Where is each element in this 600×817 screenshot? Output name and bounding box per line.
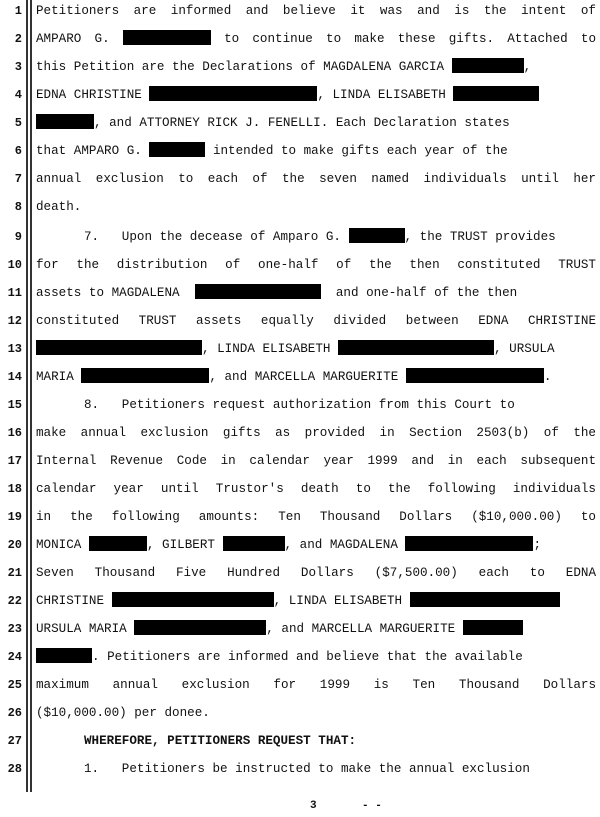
line-19 [0,506,600,534]
line-text [36,704,596,722]
text-segment: , and MAGDALENA [284,538,398,552]
line-number: 19 [7,510,22,524]
text-segment: MONICA [36,538,82,552]
line-text [36,508,596,526]
line-number: 4 [14,88,22,102]
line-number: 25 [7,678,22,692]
line-text [36,30,596,48]
line-16 [0,422,600,450]
line-22 [0,590,600,618]
line-text [84,396,596,414]
line-18 [0,478,600,506]
line-13 [0,338,600,366]
text-segment: for the distribution of one-half of the then constituted TRUST [36,258,596,272]
redaction-block [223,536,285,551]
line-10 [0,254,600,282]
text-segment: ; [533,538,542,552]
line-5 [0,112,600,140]
text-segment: , GILBERT [146,538,215,552]
text-segment: to continue to make these gifts. Attached to [224,32,597,46]
redaction-block [149,142,205,157]
line-number: 1 [14,4,22,18]
line-text [36,198,596,216]
line-text [36,312,596,330]
text-segment: 7. Upon the decease of Amparo G. [84,230,341,244]
line-text [36,2,596,20]
line-3 [0,56,600,84]
text-segment: constituted TRUST assets equally divided between EDNA CHRISTINE [36,314,596,328]
redaction-block [463,620,523,635]
text-segment: Seven Thousand Five Hundred Dollars ($7,500.00) each to EDNA [36,566,596,580]
line-number: 12 [7,314,22,328]
text-segment: MARIA [36,370,74,384]
line-text [36,424,596,442]
redaction-block [81,368,209,383]
line-28 [0,758,600,786]
text-segment: intended to make gifts each year of the [212,144,508,158]
line-number: 21 [7,566,22,580]
redaction-block [405,536,533,551]
line-number: 26 [7,706,22,720]
redaction-block [123,30,211,45]
page-number: 3 [310,800,317,812]
line-number: 3 [14,60,22,74]
line-number: 18 [7,482,22,496]
redaction-block [112,592,274,607]
line-text [36,564,596,582]
line-text [36,452,596,470]
line-text [36,142,596,160]
redaction-block [349,228,405,243]
redaction-block [452,58,524,73]
page-mark: - - [362,800,382,812]
redaction-block [406,368,544,383]
text-segment: , LINDA ELISABETH [202,342,331,356]
text-segment: WHEREFORE, PETITIONERS REQUEST THAT: [84,734,357,748]
line-text [36,536,596,554]
line-text [36,480,596,498]
line-text [36,340,596,358]
text-segment: , and MARCELLA MARGUERITE [266,622,456,636]
line-text [36,256,596,274]
redaction-block [338,340,494,355]
line-21 [0,562,600,590]
line-number: 5 [14,116,22,130]
text-segment: , and ATTORNEY RICK J. FENELLI. Each Declaration states [94,116,510,130]
redaction-block [36,648,92,663]
line-9 [0,226,600,254]
text-segment: , URSULA [494,342,555,356]
line-14 [0,366,600,394]
text-segment: URSULA MARIA [36,622,127,636]
line-text [36,648,596,666]
line-number: 10 [7,258,22,272]
line-text [84,760,596,778]
line-text [36,170,596,188]
line-2 [0,28,600,56]
line-12 [0,310,600,338]
text-segment: , and MARCELLA MARGUERITE [209,370,399,384]
text-segment: 1. Petitioners be instructed to make the annual exclusion [84,762,530,776]
text-segment: ($10,000.00) per donee. [36,706,210,720]
text-segment: and one-half of the then [335,286,518,300]
line-number: 28 [7,762,22,776]
line-17 [0,450,600,478]
line-25 [0,674,600,702]
text-segment: maximum annual exclusion for 1999 is Ten Thousand Dollars [36,678,596,692]
line-1 [0,0,600,28]
line-number: 2 [14,32,22,46]
line-number: 22 [7,594,22,608]
line-text [36,620,596,638]
text-segment: in the following amounts: Ten Thousand Dollars ($10,000.00) to [36,510,596,524]
line-20 [0,534,600,562]
line-number: 11 [7,286,22,300]
text-segment: annual exclusion to each of the seven named individuals until her [36,172,596,186]
line-number: 8 [14,200,22,214]
text-segment: , LINDA ELISABETH [317,88,446,102]
redaction-block [195,284,321,299]
line-text [36,284,596,302]
line-text [36,58,596,76]
text-segment: that AMPARO G. [36,144,142,158]
redaction-block [134,620,266,635]
line-6 [0,140,600,168]
text-segment: EDNA CHRISTINE [36,88,142,102]
line-27 [0,730,600,758]
line-7 [0,168,600,196]
line-4 [0,84,600,112]
line-24 [0,646,600,674]
text-segment: make annual exclusion gifts as provided in Section 2503(b) of the [36,426,596,440]
line-number: 16 [7,426,22,440]
text-segment: AMPARO G. [36,32,110,46]
text-segment: Internal Revenue Code in calendar year 1999 and in each subsequent [36,454,596,468]
line-text [36,592,596,610]
redaction-block [36,114,94,129]
line-text [36,114,596,132]
redaction-block [89,536,147,551]
text-segment: this Petition are the Declarations of MAGDALENA GARCIA [36,60,445,74]
line-number: 27 [7,734,22,748]
line-number: 14 [7,370,22,384]
line-text [36,368,596,386]
redaction-block [453,86,539,101]
line-number: 23 [7,622,22,636]
text-segment: , [523,60,532,74]
line-number: 17 [7,454,22,468]
text-segment: calendar year until Trustor's death to the following individuals [36,482,596,496]
line-number: 24 [7,650,22,664]
text-segment: assets to MAGDALENA [36,286,180,300]
line-text [36,676,596,694]
line-number: 13 [7,342,22,356]
line-number: 15 [7,398,22,412]
line-text [84,228,596,246]
text-segment: , the TRUST provides [404,230,556,244]
line-number: 20 [7,538,22,552]
line-text [36,86,596,104]
text-segment: CHRISTINE [36,594,105,608]
text-segment: , LINDA ELISABETH [273,594,403,608]
line-15 [0,394,600,422]
redaction-block [36,340,202,355]
line-text [84,732,596,750]
line-8 [0,196,600,224]
text-segment: . [543,370,552,384]
line-11 [0,282,600,310]
redaction-block [410,592,560,607]
line-number: 9 [14,230,22,244]
line-23 [0,618,600,646]
line-number: 6 [14,144,22,158]
line-number: 7 [14,172,22,186]
line-26 [0,702,600,730]
redaction-block [149,86,317,101]
text-segment: 8. Petitioners request authorization from this Court to [84,398,515,412]
text-segment: . Petitioners are informed and believe that the available [92,650,523,664]
text-segment: death. [36,200,82,214]
text-segment: Petitioners are informed and believe it was and is the intent of [36,4,596,18]
